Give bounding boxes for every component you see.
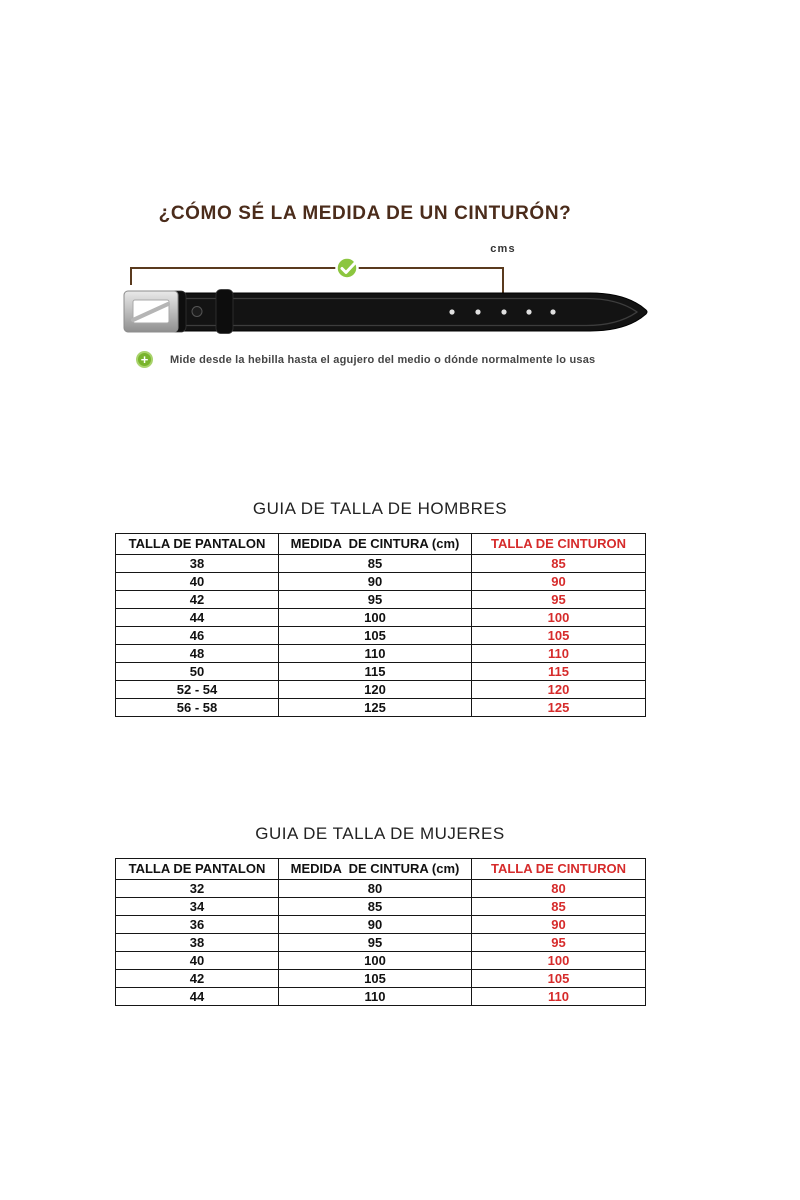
col-header-talla-pantalon: TALLA DE PANTALON xyxy=(116,534,279,555)
table-cell: 90 xyxy=(279,573,472,591)
men-size-guide-section xyxy=(115,498,645,717)
table-row xyxy=(116,609,646,627)
table-cell: 56 - 58 xyxy=(116,699,279,717)
table-cell: 44 xyxy=(116,609,279,627)
table-cell: 90 xyxy=(472,916,646,934)
table-cell: 110 xyxy=(472,645,646,663)
table-cell: 105 xyxy=(279,627,472,645)
table-row xyxy=(116,591,646,609)
table-cell: 85 xyxy=(472,555,646,573)
table-cell: 90 xyxy=(279,916,472,934)
table-cell: 42 xyxy=(116,970,279,988)
check-icon xyxy=(337,258,358,279)
measure-note xyxy=(136,351,595,368)
table-row xyxy=(116,555,646,573)
table-row xyxy=(116,645,646,663)
table-cell: 95 xyxy=(472,591,646,609)
table-cell: 34 xyxy=(116,898,279,916)
table-row xyxy=(116,988,646,1006)
table-cell: 95 xyxy=(279,591,472,609)
belt-buckle xyxy=(124,291,178,332)
table-cell: 110 xyxy=(279,988,472,1006)
belt-illustration xyxy=(100,240,670,340)
table-cell: 125 xyxy=(279,699,472,717)
table-cell: 85 xyxy=(279,555,472,573)
table-cell: 50 xyxy=(116,663,279,681)
header-row xyxy=(116,859,646,880)
women-table-title: GUIA DE TALLA DE MUJERES xyxy=(255,824,505,843)
cms-label: cms xyxy=(490,243,516,255)
table-cell: 32 xyxy=(116,880,279,898)
table-row xyxy=(116,663,646,681)
measure-note-text: Mide desde la hebilla hasta el agujero del medio o dónde normalmente lo usas xyxy=(170,353,596,366)
table-cell: 46 xyxy=(116,627,279,645)
women-size-table xyxy=(115,858,646,1006)
table-cell: 105 xyxy=(472,627,646,645)
header-row xyxy=(116,534,646,555)
col-header-medida-cintura: MEDIDA DE CINTURA (cm) xyxy=(279,859,472,880)
women-size-guide-section xyxy=(115,823,645,1006)
plus-icon: + xyxy=(136,351,153,368)
table-cell: 40 xyxy=(116,952,279,970)
col-header-talla-cinturon: TALLA DE CINTURON xyxy=(472,534,646,555)
table-cell: 85 xyxy=(472,898,646,916)
table-cell: 100 xyxy=(472,952,646,970)
table-row xyxy=(116,681,646,699)
table-row xyxy=(116,627,646,645)
table-cell: 38 xyxy=(116,555,279,573)
table-row xyxy=(116,934,646,952)
belt-drawing xyxy=(100,240,670,340)
belt-rivet xyxy=(192,307,202,317)
table-cell: 95 xyxy=(472,934,646,952)
table-cell: 120 xyxy=(472,681,646,699)
men-table-title: GUIA DE TALLA DE HOMBRES xyxy=(252,499,508,518)
table-row xyxy=(116,898,646,916)
table-row xyxy=(116,952,646,970)
table-cell: 115 xyxy=(279,663,472,681)
table-cell: 42 xyxy=(116,591,279,609)
table-cell: 40 xyxy=(116,573,279,591)
table-row xyxy=(116,970,646,988)
table-cell: 110 xyxy=(472,988,646,1006)
table-cell: 125 xyxy=(472,699,646,717)
col-header-talla-pantalon: TALLA DE PANTALON xyxy=(116,859,279,880)
belt-keeper-loop xyxy=(216,290,233,334)
table-cell: 115 xyxy=(472,663,646,681)
table-cell: 100 xyxy=(279,609,472,627)
page-title: ¿CÓMO SÉ LA MEDIDA DE UN CINTURÓN? xyxy=(158,203,572,224)
table-cell: 105 xyxy=(472,970,646,988)
table-cell: 80 xyxy=(472,880,646,898)
table-row xyxy=(116,699,646,717)
col-header-talla-cinturon: TALLA DE CINTURON xyxy=(472,859,646,880)
table-cell: 95 xyxy=(279,934,472,952)
table-row xyxy=(116,916,646,934)
table-cell: 36 xyxy=(116,916,279,934)
table-cell: 85 xyxy=(279,898,472,916)
table-cell: 105 xyxy=(279,970,472,988)
men-size-table xyxy=(115,533,646,717)
belt-strap xyxy=(164,293,647,331)
table-cell: 38 xyxy=(116,934,279,952)
table-cell: 90 xyxy=(472,573,646,591)
table-row xyxy=(116,573,646,591)
table-cell: 80 xyxy=(279,880,472,898)
table-cell: 110 xyxy=(279,645,472,663)
table-cell: 100 xyxy=(472,609,646,627)
table-cell: 44 xyxy=(116,988,279,1006)
col-header-medida-cintura: MEDIDA DE CINTURA (cm) xyxy=(279,534,472,555)
table-cell: 100 xyxy=(279,952,472,970)
table-row xyxy=(116,880,646,898)
table-cell: 48 xyxy=(116,645,279,663)
table-cell: 120 xyxy=(279,681,472,699)
table-cell: 52 - 54 xyxy=(116,681,279,699)
